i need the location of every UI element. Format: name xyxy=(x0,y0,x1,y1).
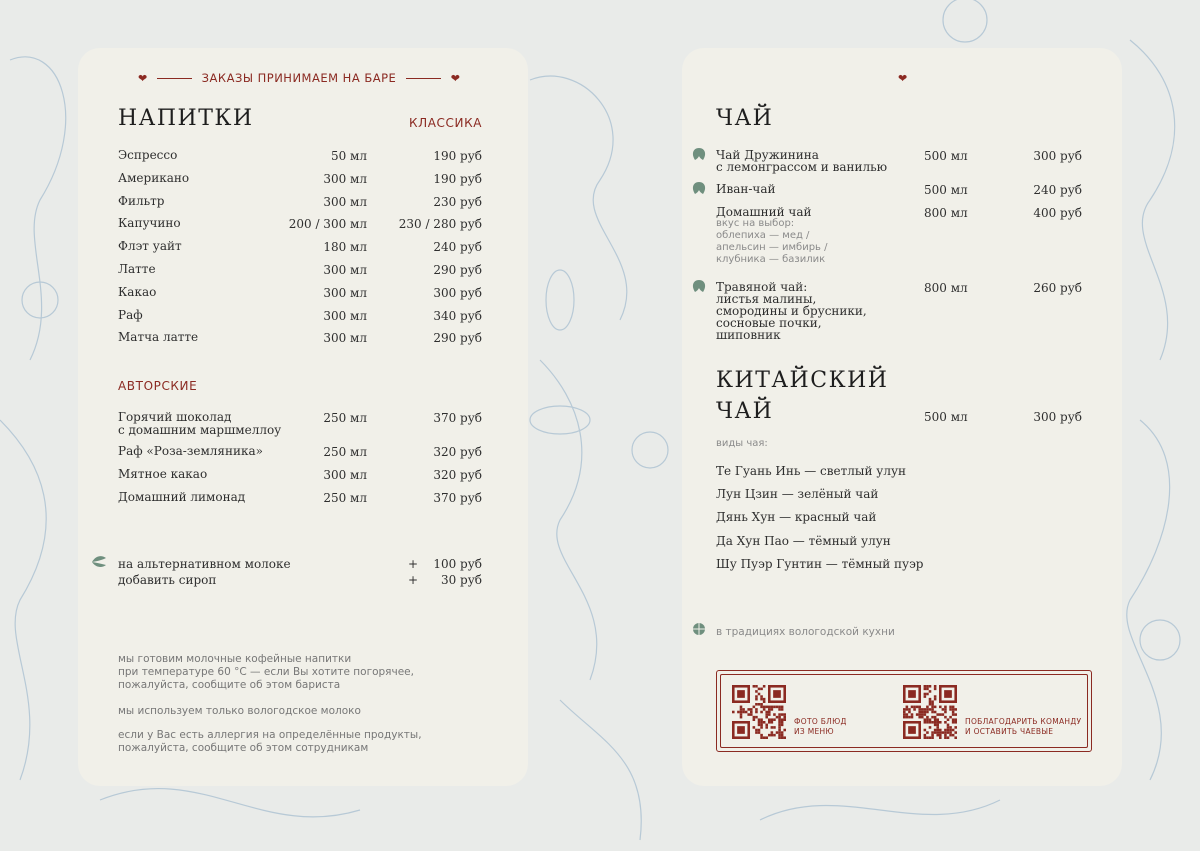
qr-caption-tips xyxy=(965,717,1081,737)
item-name: Матча латте xyxy=(118,330,199,345)
author-section-label: АВТОРСКИЕ xyxy=(118,379,198,393)
heart-icon: ❤ xyxy=(450,71,460,85)
menu-item-row xyxy=(118,195,482,213)
leaf-icon xyxy=(90,554,108,570)
leaf-icon xyxy=(690,621,708,637)
extra-plus: + xyxy=(408,573,419,587)
item-volume: 300 мл xyxy=(323,308,367,323)
extra-price: 100 руб xyxy=(433,557,482,571)
tradition-note: в традициях вологодской кухни xyxy=(716,626,895,638)
menu-item-row xyxy=(118,286,482,304)
item-price: 290 руб xyxy=(433,331,482,346)
item-volume: 250 мл xyxy=(323,411,367,425)
item-volume: 300 мл xyxy=(323,331,367,346)
item-price: 370 руб xyxy=(433,411,482,425)
tea-name-line: Иван-чай xyxy=(716,182,776,196)
note-allergy xyxy=(118,729,448,755)
extra-plus: + xyxy=(408,557,419,571)
heart-icon: ❤ xyxy=(898,72,908,85)
menu-item-row xyxy=(118,240,482,258)
item-name: Фильтр xyxy=(118,193,165,208)
menu-item-row xyxy=(118,172,482,190)
note-line: мы используем только вологодское молоко xyxy=(118,705,361,717)
tea-kinds-label: виды чая: xyxy=(716,438,768,449)
note-milk-temperature xyxy=(118,653,448,692)
item-name: Раф xyxy=(118,307,143,322)
volume: 500 мл xyxy=(924,410,968,424)
tea-name-line: шиповник xyxy=(716,328,781,342)
tea-price: 300 руб xyxy=(1033,149,1082,163)
item-price: 290 руб xyxy=(433,263,482,277)
tea-price: 260 руб xyxy=(1033,281,1082,295)
tea-name xyxy=(716,183,906,195)
item-price: 340 руб xyxy=(433,308,482,323)
item-name-line: Горячий шоколад xyxy=(118,410,232,424)
drinks-title: НАПИТКИ xyxy=(118,106,254,131)
price: 300 руб xyxy=(1033,410,1082,424)
item-name xyxy=(118,491,245,504)
menu-item-row xyxy=(118,411,482,439)
leaf-icon xyxy=(690,146,708,162)
item-volume: 300 мл xyxy=(323,263,367,277)
item-price: 320 руб xyxy=(433,445,482,459)
item-volume: 50 мл xyxy=(330,149,367,163)
tea-name-line: Домашний чай xyxy=(716,205,812,219)
menu-item-row xyxy=(118,263,482,281)
item-name: Какао xyxy=(118,284,157,299)
note-line: мы готовим молочные кофейные напитки xyxy=(118,653,352,665)
item-name-line: Мятное какао xyxy=(118,467,208,481)
tea-name xyxy=(716,206,906,266)
item-price: 320 руб xyxy=(433,468,482,482)
item-volume: 300 мл xyxy=(323,468,367,482)
tea-flavor-line: клубника — базилик xyxy=(716,254,826,265)
item-price: 230 руб xyxy=(433,194,482,209)
item-name-line: Домашний лимонад xyxy=(118,490,246,504)
note-line: пожалуйста, сообщите об этом сотрудникам xyxy=(118,742,369,754)
drinks-menu-card xyxy=(78,48,528,786)
note-line: пожалуйста, сообщите об этом бариста xyxy=(118,679,341,691)
extra-name: на альтернативном молоке xyxy=(118,557,291,571)
item-name: Эспрессо xyxy=(118,148,178,162)
chinese-tea-title-2: ЧАЙ xyxy=(716,399,774,424)
qr-caption-line: И ОСТАВИТЬ ЧАЕВЫЕ xyxy=(965,727,1054,736)
tea-name-line: листья малины, xyxy=(716,292,817,306)
item-price: 190 руб xyxy=(433,149,482,163)
item-volume: 250 мл xyxy=(323,445,367,459)
qr-code-tips[interactable] xyxy=(903,685,957,739)
tea-kind-item: Те Гуань Инь — светлый улун xyxy=(716,464,906,478)
tea-title: ЧАЙ xyxy=(716,106,774,131)
note-line: если у Вас есть аллергия на определённые продукты, xyxy=(118,729,422,741)
item-volume: 250 мл xyxy=(323,491,367,505)
bar-order-banner xyxy=(138,70,460,86)
item-volume: 300 мл xyxy=(323,285,367,300)
qr-code-photos[interactable] xyxy=(732,685,786,739)
tea-kind-item: Да Хун Пао — тёмный улун xyxy=(716,533,891,548)
menu-item-row xyxy=(118,149,482,167)
qr-caption-photos xyxy=(794,717,847,737)
item-volume: 180 мл xyxy=(323,240,367,255)
tea-name-line: Травяной чай: xyxy=(716,280,808,294)
tea-name-line: Чай Дружинина xyxy=(716,148,819,162)
item-volume: 300 мл xyxy=(323,171,367,186)
heart-icon: ❤ xyxy=(138,71,148,85)
leaf-icon xyxy=(690,180,708,196)
tea-kind-item: Дянь Хун — красный чай xyxy=(716,510,877,525)
menu-item-row xyxy=(118,217,482,235)
item-name-line: Раф «Роза-земляника» xyxy=(118,444,263,458)
tea-volume: 500 мл xyxy=(924,149,968,163)
qr-caption-line: ПОБЛАГОДАРИТЬ КОМАНДУ xyxy=(965,717,1082,726)
menu-item-row xyxy=(118,309,482,327)
tea-name xyxy=(716,149,906,173)
leaf-icon xyxy=(690,278,708,294)
tea-name xyxy=(716,281,906,341)
item-name: Американо xyxy=(118,170,190,185)
qr-caption-line: ФОТО БЛЮД xyxy=(794,717,847,726)
extra-name: добавить сироп xyxy=(118,573,217,587)
item-price: 370 руб xyxy=(433,491,482,505)
item-name-line: с домашним маршмеллоу xyxy=(118,423,282,437)
tea-name-line: смородины и брусники, xyxy=(716,304,867,318)
item-name: Флэт уайт xyxy=(118,239,182,254)
chinese-tea-title: КИТАЙСКИЙ xyxy=(716,368,889,393)
item-name: Латте xyxy=(118,262,156,276)
tea-flavor-line: апельсин — имбирь / xyxy=(716,242,828,253)
item-volume: 300 мл xyxy=(323,194,367,209)
tea-volume: 800 мл xyxy=(924,281,968,295)
item-price: 230 / 280 руб xyxy=(398,217,482,232)
item-price: 190 руб xyxy=(433,171,482,186)
tea-flavor-line: вкус на выбор: xyxy=(716,218,795,229)
item-name xyxy=(118,445,263,458)
menu-item-row xyxy=(118,491,482,519)
tea-kind-item: Лун Цзин — зелёный чай xyxy=(716,487,879,502)
tea-kind-item: Шу Пуэр Гунтин — тёмный пуэр xyxy=(716,556,924,571)
note-line: при температуре 60 °С — если Вы хотите погорячее, xyxy=(118,666,414,678)
note-milk-origin xyxy=(118,705,448,718)
item-price: 240 руб xyxy=(433,240,482,255)
item-name xyxy=(118,411,281,437)
tea-price: 240 руб xyxy=(1033,183,1082,197)
banner-text: ЗАКАЗЫ ПРИНИМАЕМ НА БАРЕ xyxy=(201,71,397,85)
item-name: Капучино xyxy=(118,216,181,231)
tea-price: 400 руб xyxy=(1033,206,1082,220)
menu-item-row xyxy=(118,331,482,349)
divider xyxy=(406,78,440,79)
tea-name-line: сосновые почки, xyxy=(716,316,822,330)
tea-volume: 500 мл xyxy=(924,183,968,197)
extra-price: 30 руб xyxy=(440,573,482,587)
qr-codes-box xyxy=(716,670,1092,752)
item-price: 300 руб xyxy=(433,285,482,300)
qr-caption-line: ИЗ МЕНЮ xyxy=(794,727,834,736)
classic-section-label: КЛАССИКА xyxy=(408,116,482,130)
tea-volume: 800 мл xyxy=(924,206,968,220)
item-name xyxy=(118,468,207,481)
tea-name-line: с лемонграссом и ванилью xyxy=(716,160,888,174)
divider xyxy=(157,78,191,79)
tea-flavor-line: облепиха — мед / xyxy=(716,230,810,241)
item-volume: 200 / 300 мл xyxy=(288,217,367,232)
tea-menu-card xyxy=(682,48,1122,786)
